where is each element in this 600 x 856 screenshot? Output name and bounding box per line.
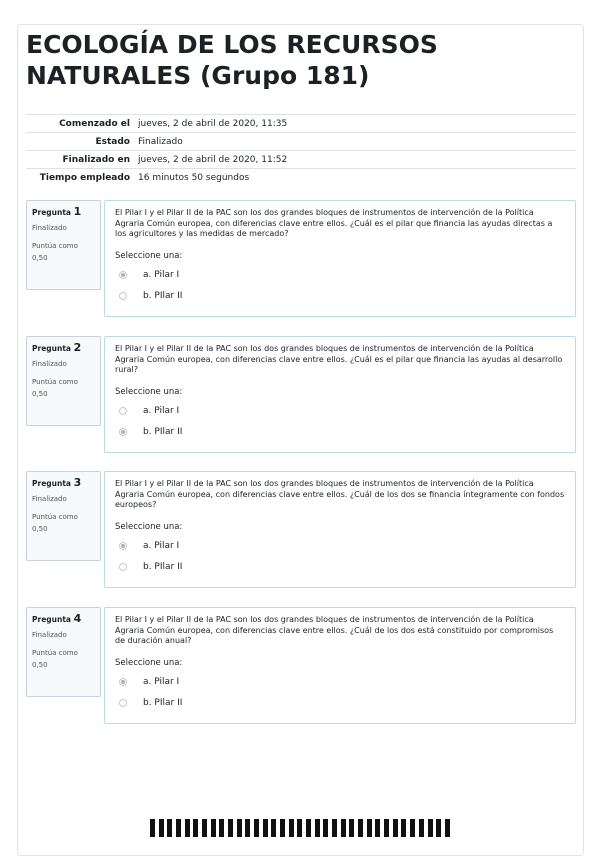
radio-unchecked-icon[interactable] [119,407,127,415]
summary-row-started [26,115,576,133]
question-grade [32,240,95,264]
answer-options [115,672,565,714]
summary-row-time-taken [26,169,576,187]
option-label: a. Pilar I [143,541,180,551]
summary-value: 16 minutos 50 segundos [138,172,250,183]
question-label: Pregunta [32,615,71,624]
attempt-summary-table [26,114,576,187]
summary-value: jueves, 2 de abril de 2020, 11:52 [138,154,288,165]
question-grade [32,511,95,535]
radio-checked-icon[interactable] [119,542,127,550]
radio-checked-icon[interactable] [119,271,127,279]
question-number [32,476,95,489]
answer-option-a[interactable] [115,536,565,557]
grade-label: Puntúa como [32,242,78,250]
summary-label: Tiempo empleado [39,172,130,183]
question-grade [32,647,95,671]
option-label: b. PIlar II [143,698,183,708]
summary-label: Finalizado en [62,154,130,165]
radio-checked-icon[interactable] [119,678,127,686]
summary-value: jueves, 2 de abril de 2020, 11:35 [138,118,288,129]
question-label: Pregunta [32,208,71,217]
answer-prompt: Seleccione una: [115,657,183,668]
question-number-value: 4 [73,612,82,625]
question-text: El Pilar I y el Pilar II de la PAC son los dos grandes bloques de instrumentos de intervención de la Política Agraria Común europea, con diferencias clave entre ellos. ¿Cuál es el pilar que financia las ayudas directas a los agricultores y las medidas de mercado? [115,208,553,238]
grade-label: Puntúa como [32,513,78,521]
summary-label: Comenzado el [59,118,130,129]
question-number-value: 1 [73,205,82,218]
question-text: El Pilar I y el Pilar II de la PAC son los dos grandes bloques de instrumentos de intervención de la Política Agraria Común europea, con diferencias clave entre ellos. ¿Cuál es el pilar que financia las ayudas al desarrollo rural? [115,344,563,374]
question-label: Pregunta [32,479,71,488]
answer-option-b[interactable] [115,693,565,714]
option-label: a. Pilar I [143,677,180,687]
barcode-watermark [150,819,450,837]
question-info [26,607,101,697]
question-content [104,336,576,453]
question-info [26,200,101,290]
answer-option-a[interactable] [115,672,565,693]
answer-option-b[interactable] [115,557,565,578]
answer-prompt: Seleccione una: [115,521,183,532]
summary-row-finished [26,151,576,169]
question-text: El Pilar I y el Pilar II de la PAC son los dos grandes bloques de instrumentos de intervención de la Política Agraria Común europea, con diferencias clave entre ellos. ¿Cuál de los dos se financia íntegramente con fondos europeos? [115,479,565,509]
question-text: El Pilar I y el Pilar II de la PAC son los dos grandes bloques de instrumentos de intervención de la Política Agraria Común europea, con diferencias clave entre ellos. ¿Cuál de los dos está constituido por compromisos de duración anual? [115,615,554,645]
radio-unchecked-icon[interactable] [119,699,127,707]
radio-unchecked-icon[interactable] [119,563,127,571]
summary-row-state [26,133,576,151]
answer-option-a[interactable] [115,401,565,422]
question-state: Finalizado [32,360,67,368]
question-number-value: 3 [73,476,82,489]
grade-label: Puntúa como [32,649,78,657]
question-content [104,471,576,588]
option-label: b. PIlar II [143,562,183,572]
grade-value: 0,50 [32,525,48,533]
quiz-review-page [17,24,584,856]
question-number-value: 2 [73,341,82,354]
option-label: b. PIlar II [143,427,183,437]
option-label: a. Pilar I [143,270,180,280]
grade-value: 0,50 [32,254,48,262]
answer-prompt: Seleccione una: [115,250,183,261]
question-number [32,612,95,625]
answer-option-b[interactable] [115,422,565,443]
question-number [32,205,95,218]
grade-value: 0,50 [32,661,48,669]
answer-options [115,536,565,578]
question-state: Finalizado [32,495,67,503]
page-title: ECOLOGÍA DE LOS RECURSOS NATURALES (Grupo 181) [26,30,438,90]
option-label: b. PIlar II [143,291,183,301]
grade-value: 0,50 [32,390,48,398]
question-state: Finalizado [32,631,67,639]
answer-option-b[interactable] [115,286,565,307]
question-content [104,200,576,317]
summary-value: Finalizado [138,136,183,147]
question-content [104,607,576,724]
answer-prompt: Seleccione una: [115,386,183,397]
grade-label: Puntúa como [32,378,78,386]
question-info [26,471,101,561]
radio-checked-icon[interactable] [119,428,127,436]
option-label: a. Pilar I [143,406,180,416]
answer-options [115,401,565,443]
summary-label: Estado [95,136,130,147]
answer-option-a[interactable] [115,265,565,286]
question-grade [32,376,95,400]
answer-options [115,265,565,307]
question-info [26,336,101,426]
question-number [32,341,95,354]
radio-unchecked-icon[interactable] [119,292,127,300]
question-label: Pregunta [32,344,71,353]
question-state: Finalizado [32,224,67,232]
